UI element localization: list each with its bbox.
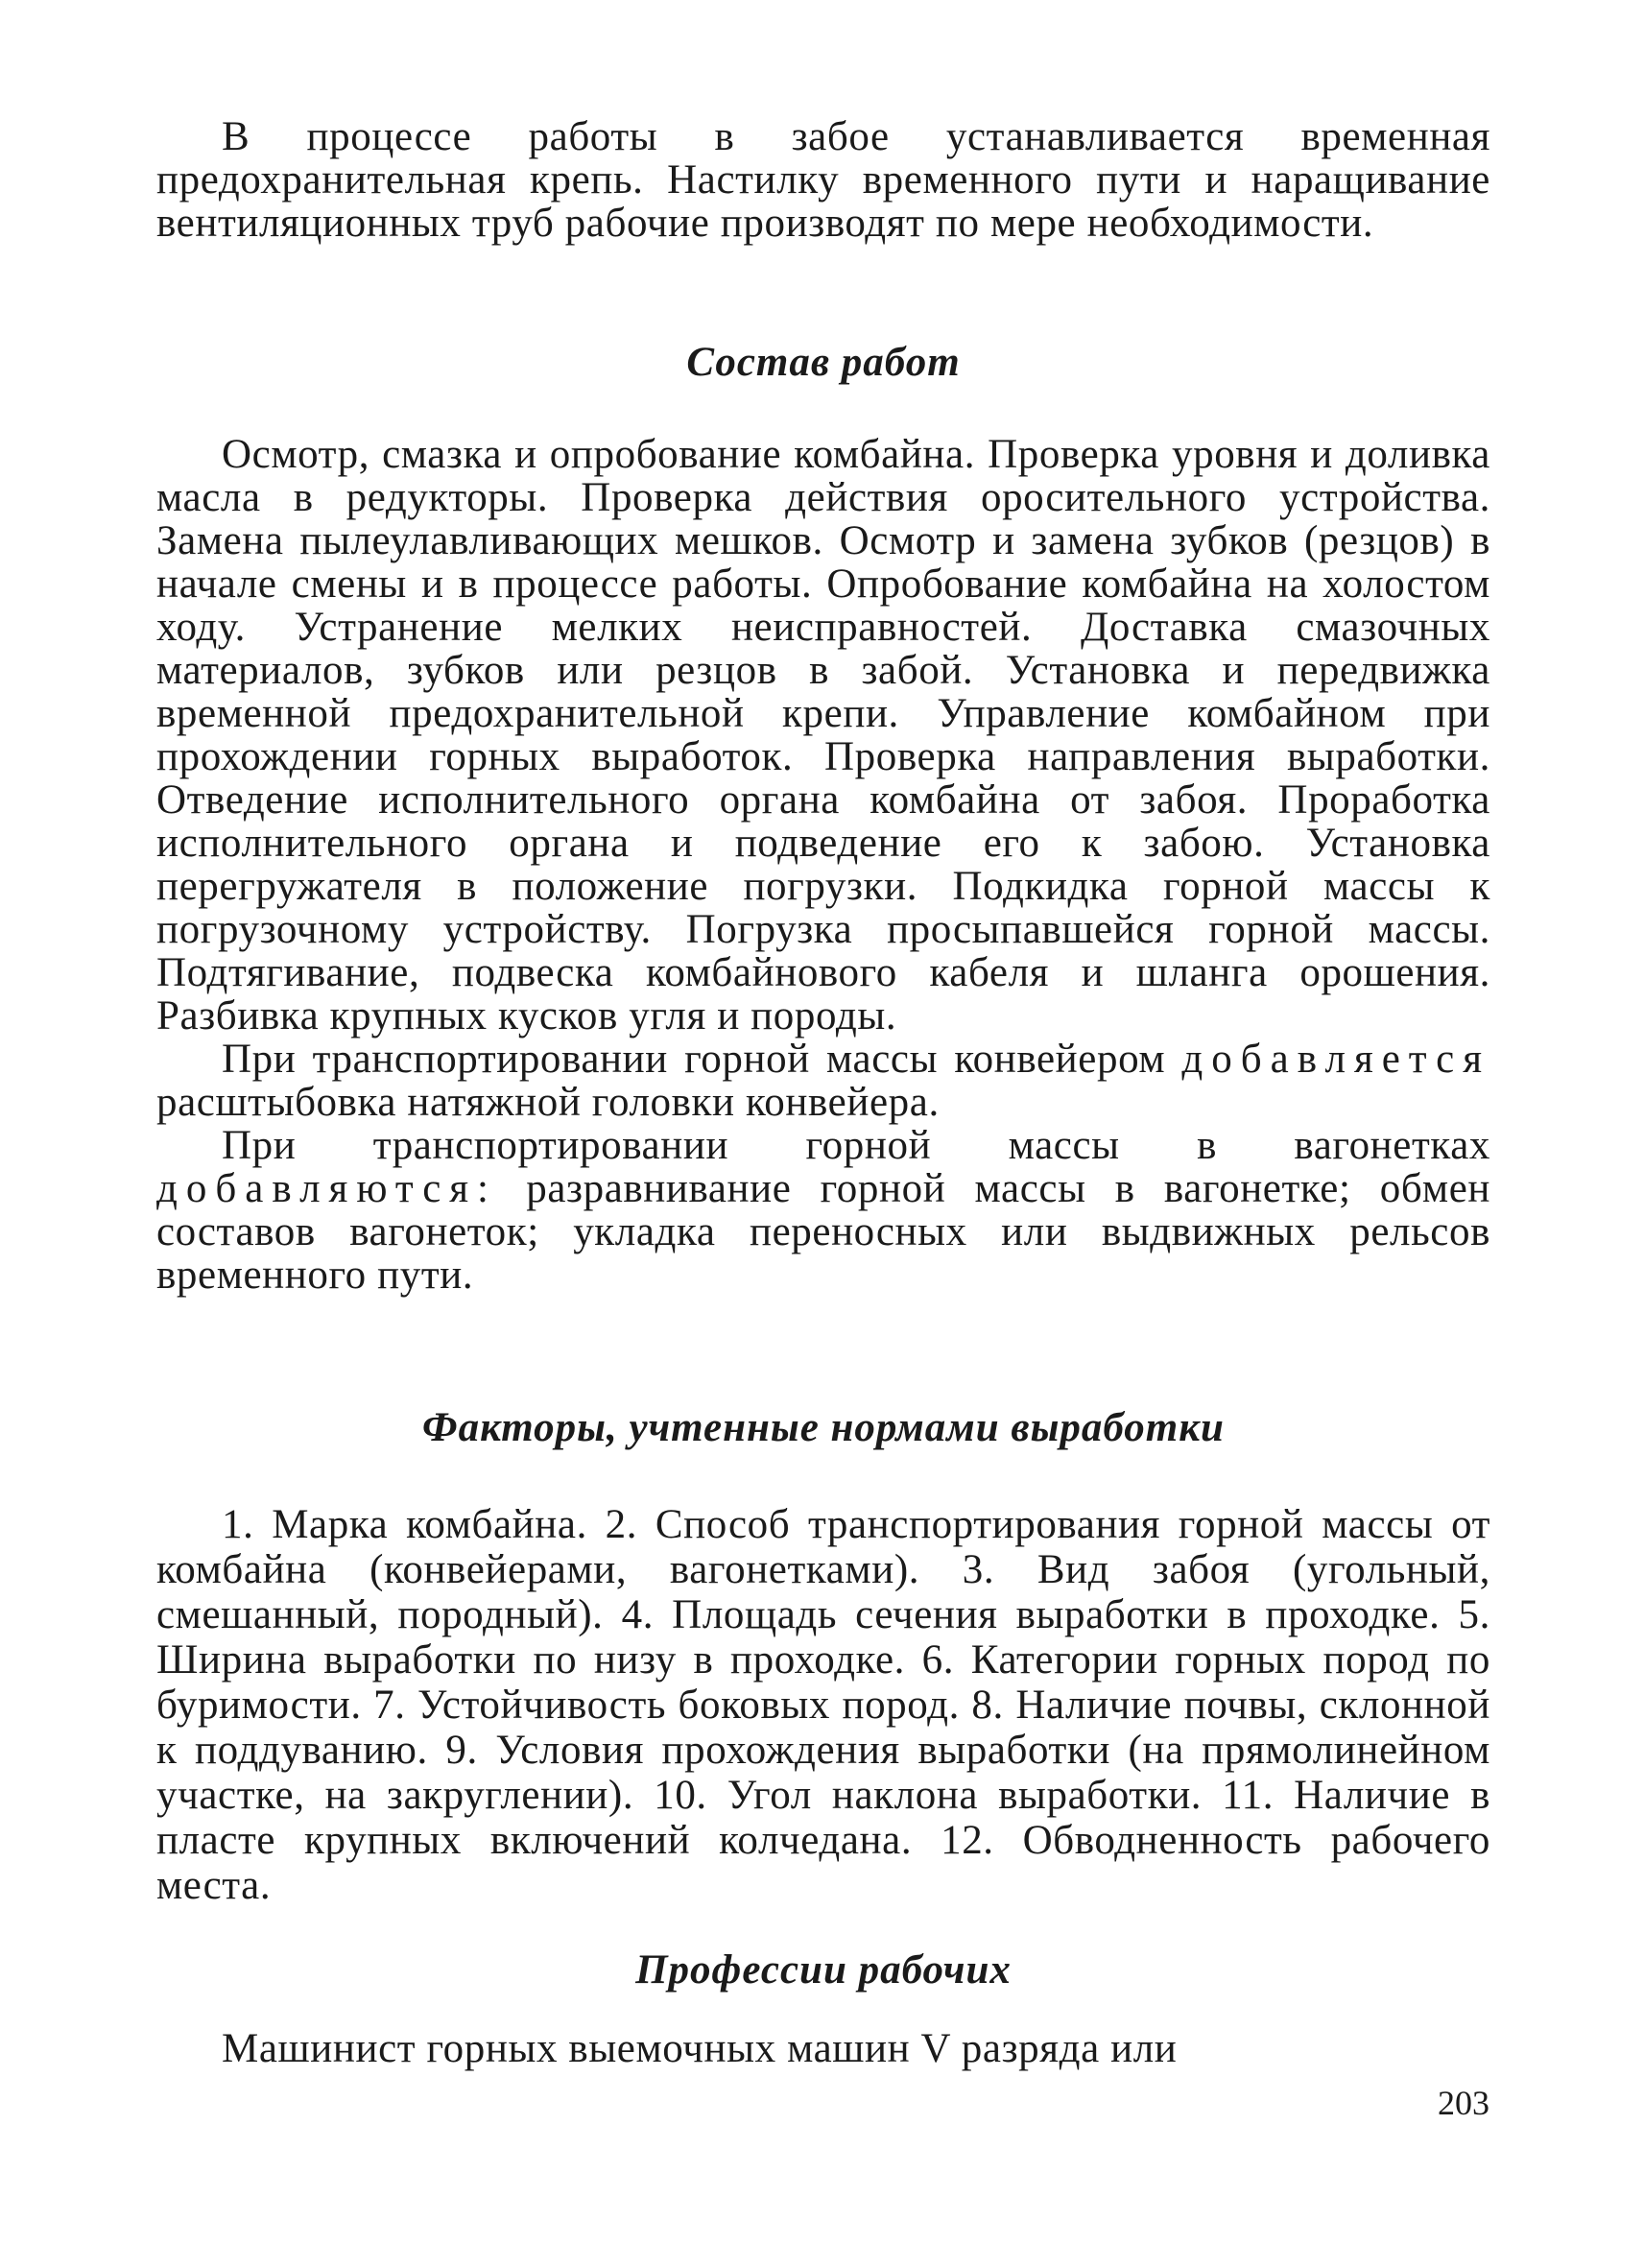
wagon-lead-text: При транспортировании горной массы в вагонетках	[222, 1123, 1490, 1168]
page-content	[156, 115, 1490, 2070]
factors-paragraph: 1. Марка комбайна. 2. Способ транспортирования горной массы от комбайна (конвейерами, вагонетками). 3. Вид забоя (угольный, смешанный, породный). 4. Площадь сечения выработки в проходке. 5. Ширина выработки по низу в проходке. 6. Категории горных пород по буримости. 7. Устойчивость боковых пород. 8. Наличие почвы, склонной к поддуванию. 9. Условия прохождения выработки (на прямолинейном участке, на закруглении). 10. Угол наклона выработки. 11. Наличие в пласте крупных включений колчедана. 12. Обводненность рабочего места.	[156, 1502, 1490, 1908]
heading-factors: Факторы, учтенные нормами выработки	[422, 1405, 1225, 1450]
wagon-tail-text: разравнивание горной массы в вагонетке; обмен составов вагонеток; укладка переносных или выдвижных рельсов временного пути.	[156, 1166, 1491, 1298]
professions-paragraph: Машинист горных выемочных машин V разряда или	[222, 2026, 1178, 2071]
wagon-added-term: добавляются:	[156, 1166, 497, 1211]
conveyor-additions-paragraph	[156, 1038, 1490, 1124]
heading-work-composition: Состав работ	[686, 340, 961, 385]
work-composition-paragraph: Осмотр, смазка и опробование комбайна. Проверка уровня и доливка масла в редукторы. Проверка действия оросительного устройства. Замена пылеулавливающих мешков. Осмотр и замена зубков (резцов) в начале смены и в процессе работы. Опробование комбайна на холостом ходу. Устранение мелких неисправностей. Доставка смазочных материалов, зубков или резцов в забой. Установка и передвижка временной предохранительной крепи. Управление комбайном при прохождении горных выработок. Проверка направления выработки. Отведение исполнительного органа комбайна от забоя. Проработка исполнительного органа и подведение его к забою. Установка перегружателя в положение погрузки. Подкидка горной массы к погрузочному устройству. Погрузка просыпавшейся горной массы. Подтягивание, подвеска комбайнового кабеля и шланга орошения. Разбивка крупных кусков угля и породы.	[156, 432, 1490, 1039]
intro-paragraph: В процессе работы в забое устанавливается временная предохранительная крепь. Настилку временного пути и наращивание вентиляционных труб рабочие производят по мере необходимости.	[156, 114, 1490, 246]
conveyor-added-term: добавляется	[1181, 1037, 1490, 1082]
conveyor-lead-text: При транспортировании горной массы конвейером	[222, 1037, 1166, 1082]
heading-professions: Профессии рабочих	[635, 1947, 1012, 1993]
wagon-additions-paragraph	[156, 1124, 1490, 1297]
conveyor-tail-text: расштыбовка натяжной головки конвейера.	[156, 1080, 940, 1125]
page-number: 203	[1438, 2084, 1489, 2122]
